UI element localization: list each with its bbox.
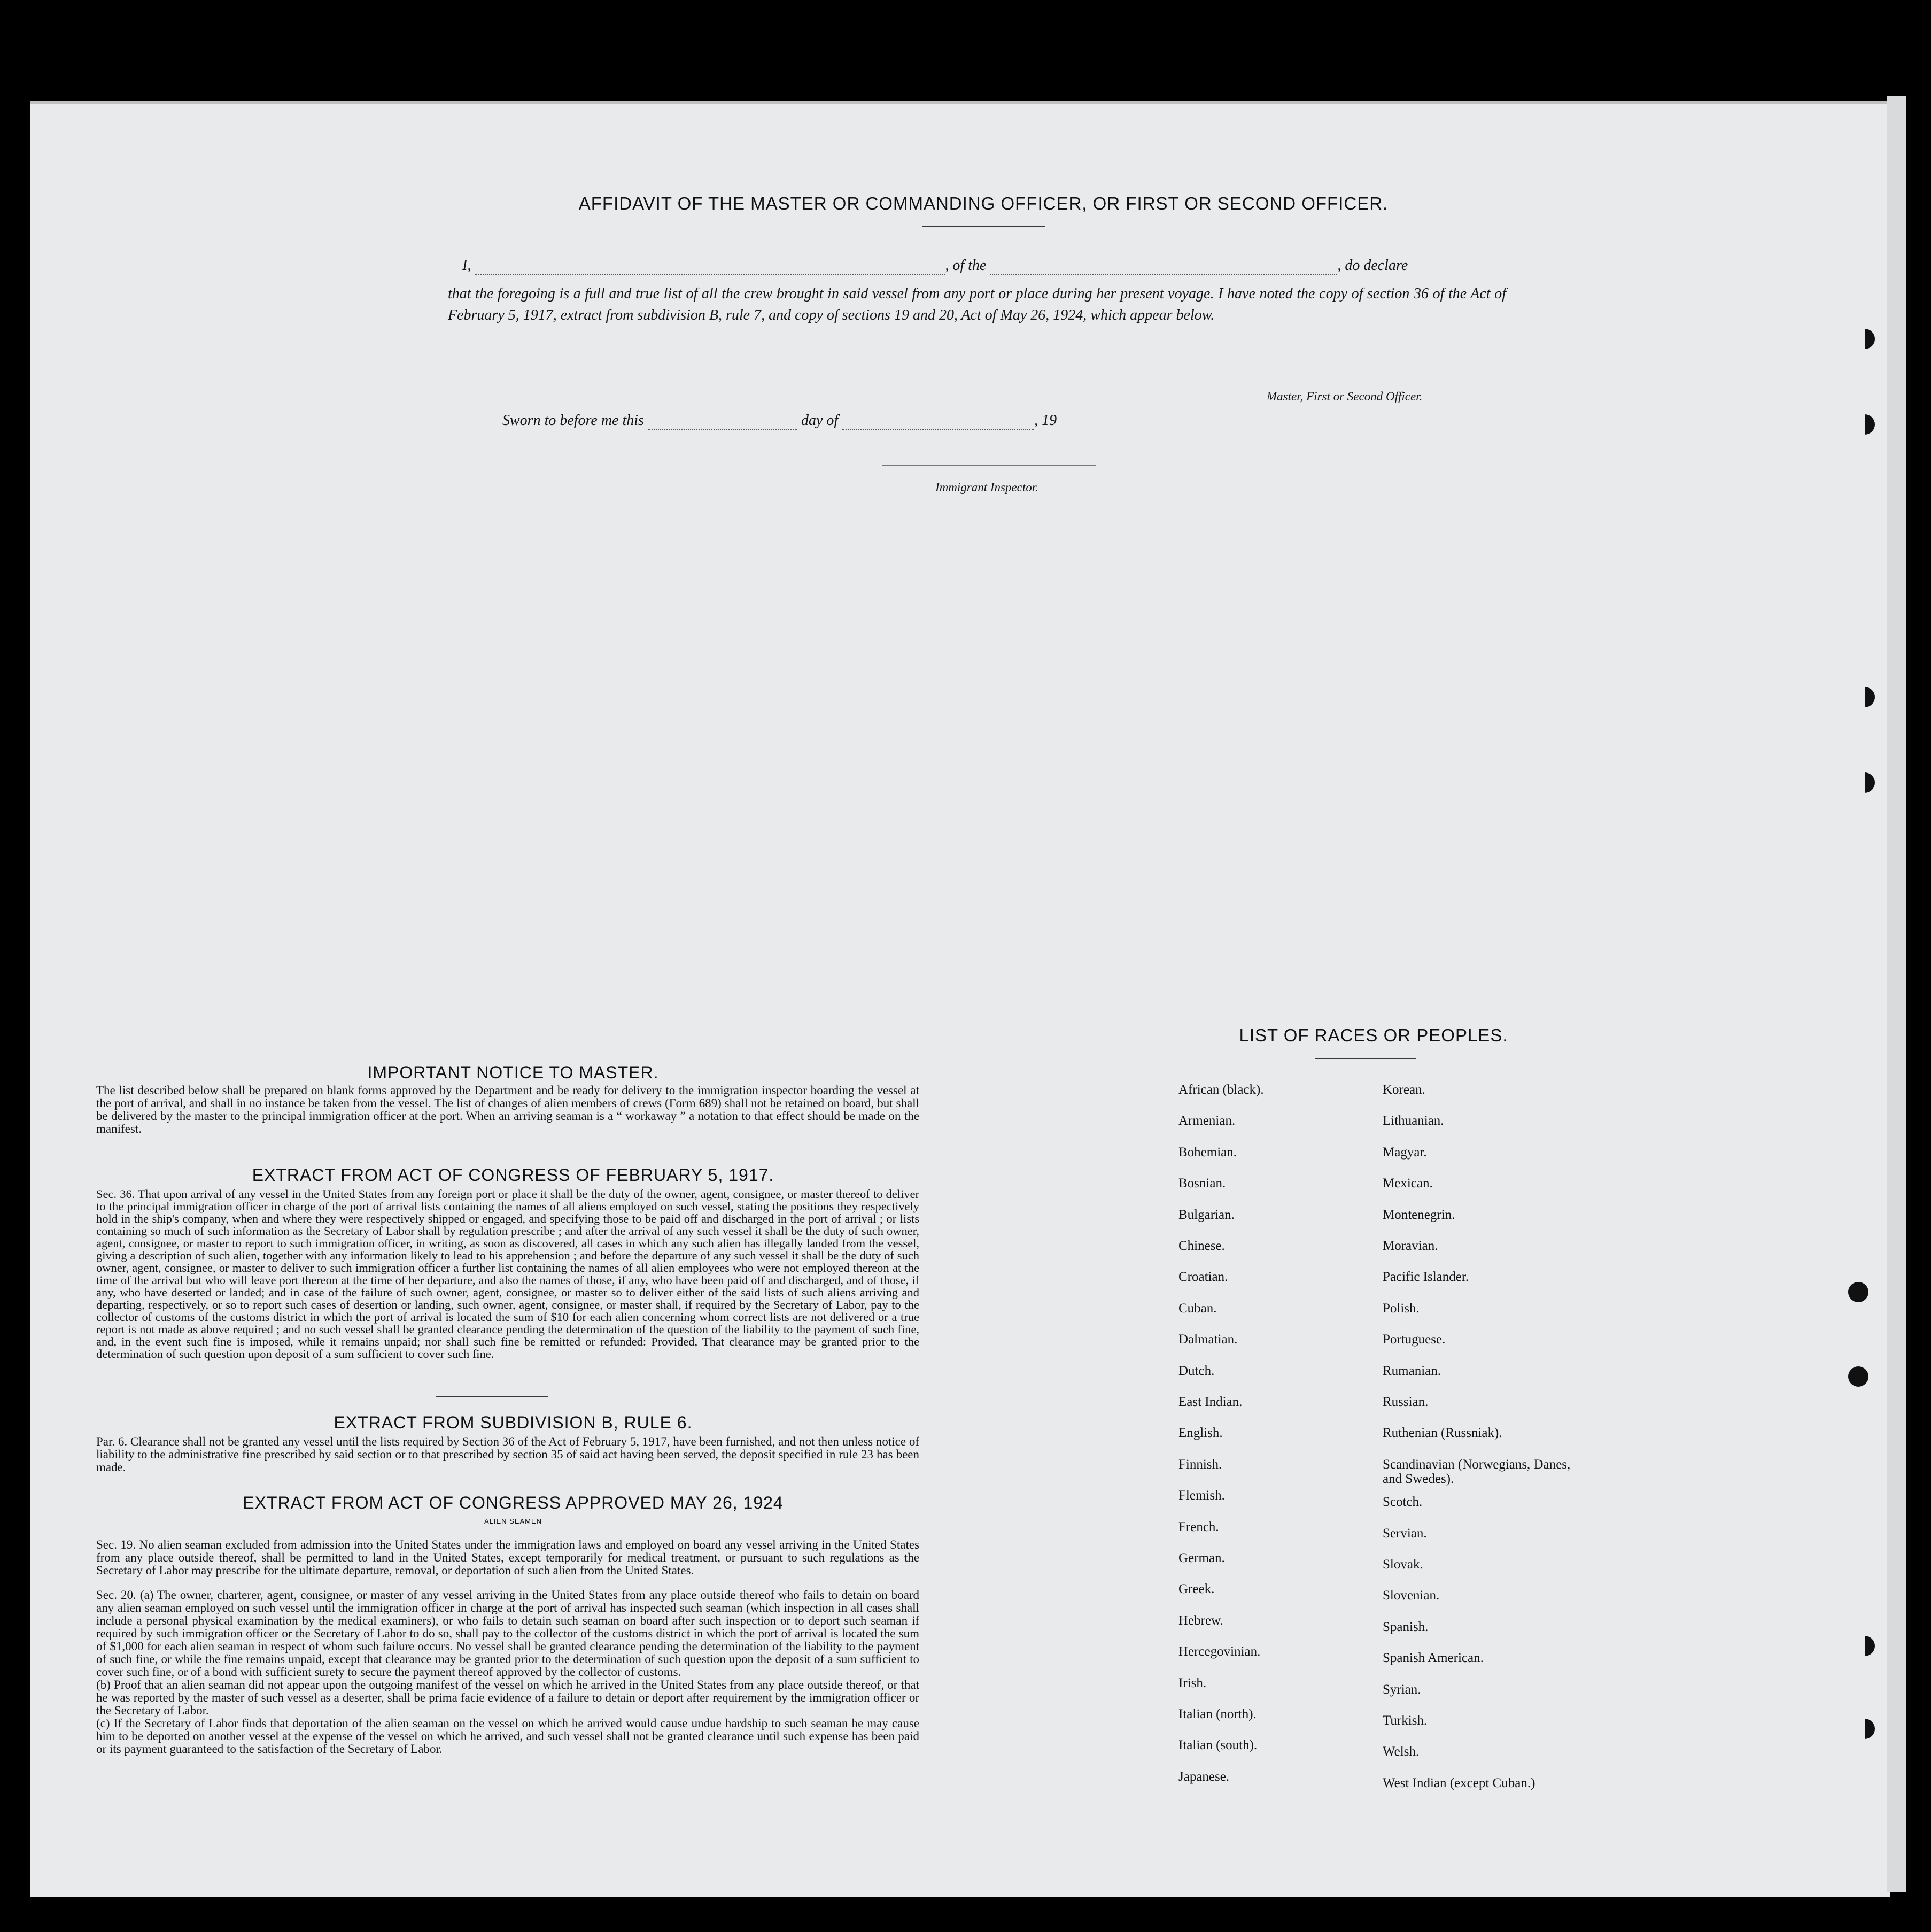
race-item: Dutch. [1178, 1363, 1215, 1378]
race-item: Scandinavian (Norwegians, Danes, and Swedes). [1383, 1457, 1571, 1486]
race-item: Croatian. [1178, 1270, 1228, 1285]
race-item: Greek. [1178, 1582, 1215, 1597]
month-field[interactable] [842, 429, 1034, 430]
race-item: German. [1178, 1551, 1225, 1565]
race-item: Flemish. [1178, 1488, 1225, 1503]
divider [436, 1396, 548, 1397]
binder-hole [1855, 329, 1875, 349]
race-item: English. [1178, 1426, 1223, 1441]
name-field[interactable] [475, 274, 945, 275]
race-item: Chinese. [1178, 1239, 1225, 1253]
race-item: Bosnian. [1178, 1176, 1226, 1191]
sworn-label: Sworn to before me this [502, 412, 644, 429]
race-item: Syrian. [1383, 1682, 1421, 1697]
sec20a-body: Sec. 20. (a) The owner, charterer, agent, consignee, or master of any vessel arriving in the United States from any place outside thereof who fails to detain on board any alien seaman employed on such vessel until the immigration officer in charge at the port of arrival has inspected such seaman (which inspection in all cases shall include a personal physical examination by the medical examiners), or who fails to detain such seaman on board after such inspection or to deport such seaman if required by such immigration officer or the Secretary of Labor to do so, shall pay to the collector of the customs district in which the port of arrival is located the sum of $1,000 for each alien seaman in respect of whom such failure occurs. No vessel shall be granted clearance pending the determination of the liability to the payment of such fine, or while the fine remains unpaid, except that clearance may be granted prior to the determination of such question upon the deposit of a sum sufficient to cover such fine, or of a bond with sufficient surety to secure the payment thereof approved by the collector of customs. [96, 1588, 919, 1679]
affidavit-declaration-line [462, 257, 1505, 275]
race-item: Spanish American. [1383, 1651, 1484, 1666]
race-item: Finnish. [1178, 1457, 1222, 1472]
race-item: Pacific Islander. [1383, 1270, 1469, 1285]
race-item: Polish. [1383, 1301, 1420, 1316]
race-item: Bulgarian. [1178, 1207, 1235, 1222]
race-item: Italian (south). [1178, 1738, 1258, 1753]
race-item: French. [1178, 1519, 1219, 1534]
inspector-caption: Immigrant Inspector. [935, 481, 1038, 494]
rule6-body: Par. 6. Clearance shall not be granted any vessel until the lists required by Section 36 of the Act of February 5, 1917, have been furnished, and not then unless notice of liability to the administrative fine prescribed by said section or to that prescribed by section 35 of said act having been served, the deposit specified in rule 23 has been made. [96, 1435, 919, 1474]
binder-hole [1848, 1282, 1868, 1302]
race-item: Portuguese. [1383, 1332, 1446, 1347]
race-item: Montenegrin. [1383, 1207, 1455, 1222]
race-item: Irish. [1178, 1675, 1207, 1690]
race-item: Scotch. [1383, 1495, 1423, 1510]
sec20c-body: (c) If the Secretary of Labor finds that deportation of the alien seaman on the vessel on which he arrived would cause undue hardship to such seaman he may cause him to be deported on another vessel at the expense of the vessel on which he arrived, and such vessel shall not be granted clearance until such expense has been paid or its payment guaranteed to the satisfaction of the Secretary of Labor. [96, 1717, 919, 1756]
race-item: Spanish. [1383, 1619, 1429, 1634]
race-item: Servian. [1383, 1526, 1427, 1541]
race-item: Hebrew. [1178, 1613, 1223, 1628]
binder-hole [1848, 1366, 1868, 1387]
race-item: Welsh. [1383, 1744, 1420, 1759]
race-item: Bohemian. [1178, 1145, 1237, 1160]
race-item: Rumanian. [1383, 1363, 1441, 1378]
race-item: Lithuanian. [1383, 1114, 1444, 1129]
race-item: Ruthenian (Russniak). [1383, 1426, 1502, 1441]
divider [1315, 1058, 1416, 1059]
notice-title: IMPORTANT NOTICE TO MASTER. [367, 1063, 659, 1082]
affidavit-body: that the foregoing is a full and true list of all the crew brought in said vessel from any port or place during her present voyage. I have noted the copy of section 36 of the Act of February 5, 1917, extract from subdivision B, rule 7, and copy of sections 19 and 20, Act of May 26, 1924, which appear below. [448, 285, 1506, 323]
race-item: Hercegovinian. [1178, 1644, 1261, 1659]
race-item: Mexican. [1383, 1176, 1433, 1191]
vessel-field[interactable] [990, 274, 1337, 275]
race-item: Dalmatian. [1178, 1332, 1238, 1347]
race-item: Korean. [1383, 1083, 1425, 1097]
race-item: West Indian (except Cuban.) [1383, 1775, 1536, 1790]
extract-1924-title: EXTRACT FROM ACT OF CONGRESS APPROVED MAY 26, 1924 [243, 1493, 784, 1512]
race-item: Slovenian. [1383, 1588, 1440, 1603]
extract-1917-title: EXTRACT FROM ACT OF CONGRESS OF FEBRUARY 5, 1917. [252, 1165, 774, 1185]
race-item: Turkish. [1383, 1713, 1428, 1728]
do-declare-label: , do declare [1337, 257, 1408, 274]
signature-caption: Master, First or Second Officer. [1267, 390, 1423, 403]
binder-hole [1855, 772, 1875, 793]
race-item: Moravian. [1383, 1239, 1438, 1253]
extract-1917-body: Sec. 36. That upon arrival of any vessel in the United States from any foreign port or place it shall be the duty of the owner, agent, consignee, or master thereof to deliver to the principal immigration officer in charge of the port of arrival lists containing the names of all aliens employed on such vessel, stating the positions they respectively hold in the ship's company, when and where they were respectively shipped or engaged, and specifying those to be paid off and discharged in the port of arrival ; or lists containing so much of such information as the Secretary of Labor shall by regulation prescribe ; and after the arrival of any such vessel it shall be the duty of such owner, agent, consignee, or master to report to such immigration officer, in writing, as soon as discovered, all cases in which any such alien has illegally landed from the vessel, giving a description of such alien, together with any information likely to lead to his apprehension ; and before the departure of any such vessel it shall be the duty of such owner, agent, consignee, or master to deliver to such immigration officer a further list containing the names of all alien employees who were not employed thereon at the time of the arrival but who will leave port thereon at the time of her departure, and also the names of those, if any, who have been paid off and discharged, and of those, if any, who have deserted or landed; and in case of the failure of such owner, agent, consignee, or master so to deliver either of the said lists of such aliens arriving and departing, respectively, or so to report such cases of desertion or landing, such owner, agent, consignee, or master shall, if required by the Secretary of Labor, pay to the collector of customs of the customs district in which the port of arrival is located the sum of $10 for each alien concerning whom correct lists are not delivered or a true report is not made as above required ; and no such vessel shall be granted clearance pending the determination of the question of the liability to the payment of such fine, and, in the event such fine is imposed, while it remains unpaid; nor shall such fine be remitted or refunded: Provided, That clearance may be granted prior to the determination of such question upon deposit of a sum sufficient to cover such fine. [96, 1187, 919, 1361]
sworn-line [502, 412, 1197, 430]
races-title: LIST OF RACES OR PEOPLES. [1239, 1025, 1508, 1045]
day-field[interactable] [648, 429, 797, 430]
binder-hole [1855, 1636, 1875, 1656]
day-of-label: day of [801, 412, 839, 429]
binder-hole [1855, 414, 1875, 435]
race-item: Cuban. [1178, 1301, 1217, 1316]
binder-hole [1855, 1719, 1875, 1739]
divider [922, 226, 1045, 227]
race-item: Magyar. [1383, 1145, 1427, 1160]
page-edge [1887, 96, 1906, 1892]
inspector-signature-line [882, 465, 1096, 466]
i-label: I, [462, 257, 471, 274]
race-item: African (black). [1178, 1083, 1264, 1097]
race-item: Russian. [1383, 1395, 1429, 1409]
race-item: Japanese. [1178, 1769, 1230, 1784]
extract-1924-subtitle: ALIEN SEAMEN [484, 1517, 542, 1525]
year-label: , 19 [1034, 412, 1057, 429]
of-the-label: , of the [945, 257, 987, 274]
binder-hole [1855, 687, 1875, 707]
race-item: East Indian. [1178, 1395, 1243, 1409]
race-item: Armenian. [1178, 1114, 1236, 1129]
sec20b-body: (b) Proof that an alien seaman did not appear upon the outgoing manifest of the vessel on which he arrived in the United States from any place outside thereof, or that he was reported by the master of such vessel as a deserter, shall be prima facie evidence of a failure to detain or deport after requirement by the immigration officer or the Secretary of Labor. [96, 1678, 919, 1717]
notice-body: The list described below shall be prepared on blank forms approved by the Department and be ready for delivery to the immigration inspector boarding the vessel at the port of arrival, and shall in no instance be taken from the vessel. The list of changes of alien members of crews (Form 689) shall not be retained on board, but shall be delivered by the master to the principal immigration officer at the port. When an arriving seaman is a “ workaway ” a notation to that effect should be made on the manifest. [96, 1084, 919, 1135]
race-item: Italian (north). [1178, 1707, 1257, 1721]
race-item: Slovak. [1383, 1557, 1423, 1572]
rule6-title: EXTRACT FROM SUBDIVISION B, RULE 6. [334, 1413, 693, 1432]
affidavit-title: AFFIDAVIT OF THE MASTER OR COMMANDING OFFICER, OR FIRST OR SECOND OFFICER. [578, 194, 1389, 213]
sec19-body: Sec. 19. No alien seaman excluded from admission into the United States under the immigration laws and employed on board any vessel arriving in the United States from any place outside thereof, shall be permitted to land in the United States, except temporarily for medical treatment, or pursuant to such regulations as the Secretary of Labor may prescribe for the ultimate departure, removal, or deportation of such alien from the United States. [96, 1538, 919, 1577]
